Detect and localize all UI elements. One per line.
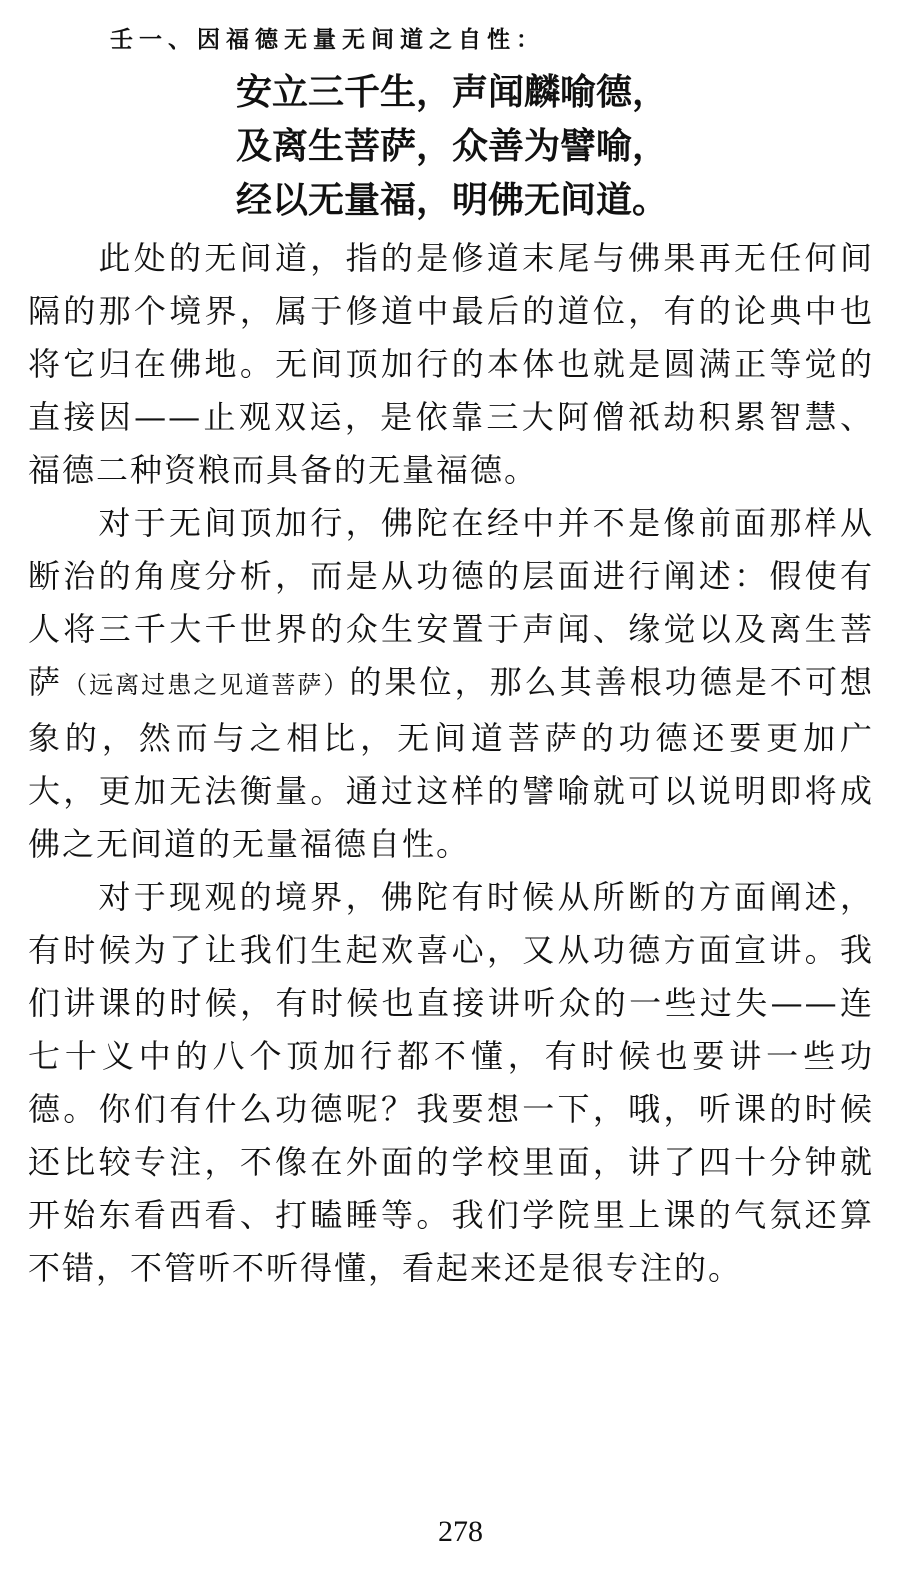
section-heading: 壬一、因福德无量无间道之自性：	[110, 27, 545, 53]
verse-block	[236, 66, 668, 228]
paragraph-2-annotation: （远离过患之见道菩萨）	[63, 671, 350, 699]
verse-line-3: 经以无量福，明佛无间道。	[236, 180, 669, 221]
paragraph-1: 此处的无间道，指的是修道末尾与佛果再无任何间隔的那个境界，属于修道中最后的道位，有的论典中也将它归在佛地。无间顶加行的本体也就是圆满正等觉的直接因——止观双运，是依靠三大阿僧祇劫积累智慧、福德二种资粮而具备的无量福德。	[28, 239, 874, 489]
verse-line-2: 及离生菩萨，众善为譬喻，	[236, 126, 669, 167]
paragraph-2-text-b: 的果位，那么其善根功德是不可想象的，然而与之相比，无间道菩萨的功德还要更加广大，更加无法衡量。通过这样的譬喻就可以说明即将成佛之无间道的无量福德自性。	[28, 663, 874, 863]
paragraph-2	[28, 497, 874, 871]
paragraph-2-text-a: 对于无间顶加行，佛陀在经中并不是像前面那样从断治的角度分析，而是从功德的层面进行阐述：假使有人将三千大千世界的众生安置于声闻、缘觉以及离生菩萨	[28, 504, 874, 701]
body-text	[28, 232, 874, 1295]
verse-line-1: 安立三千生，声闻麟喻德，	[236, 72, 669, 113]
paragraph-3: 对于现观的境界，佛陀有时候从所断的方面阐述，有时候为了让我们生起欢喜心，又从功德方面宣讲。我们讲课的时候，有时候也直接讲听众的一些过失——连七十义中的八个顶加行都不懂，有时候也要讲一些功德。你们有什么功德呢？我要想一下，哦，听课的时候还比较专注，不像在外面的学校里面，讲了四十分钟就开始东看西看、打瞌睡等。我们学院里上课的气氛还算不错，不管听不听得懂，看起来还是很专注的。	[28, 878, 874, 1287]
page-number: 278	[438, 1515, 483, 1548]
